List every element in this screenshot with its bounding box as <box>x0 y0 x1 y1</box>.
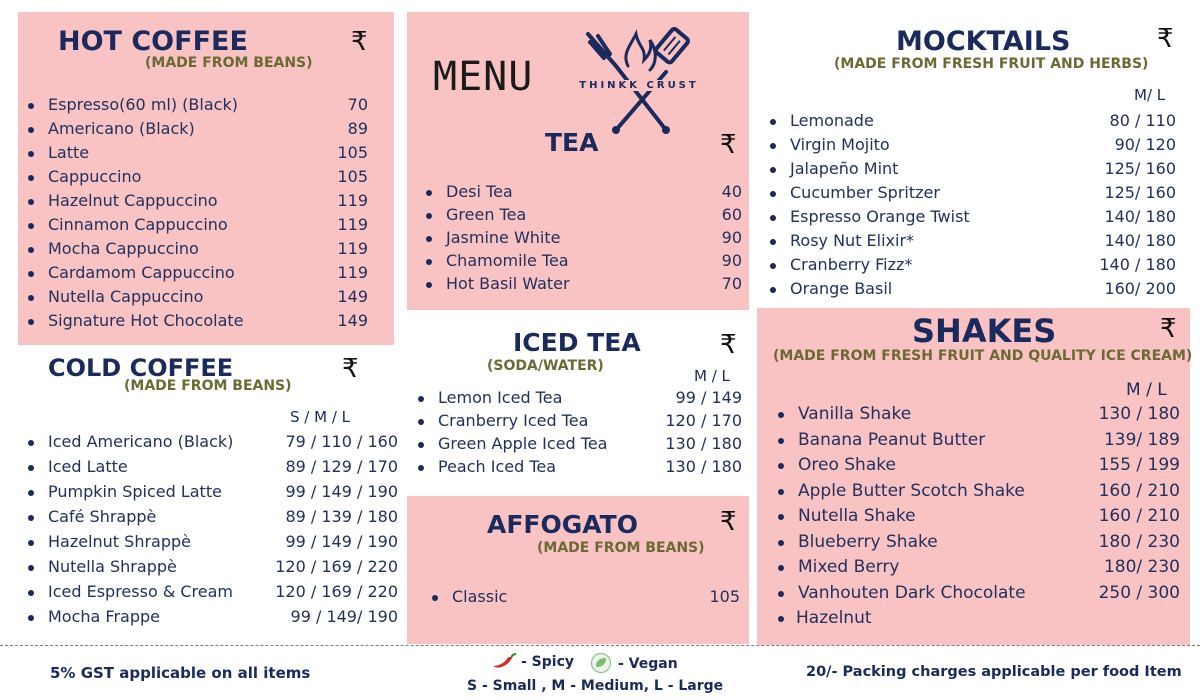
footer-divider <box>0 645 1200 646</box>
menu-heading: MENU <box>433 54 534 100</box>
iced-tea-title: ICED TEA <box>513 328 641 357</box>
iced-tea-list <box>416 388 742 480</box>
cold-coffee-size-header: S / M / L <box>290 408 350 426</box>
iced-tea-subtitle: (SODA/WATER) <box>487 358 604 374</box>
list-item: Vanilla Shake 130 / 180 <box>776 404 1180 430</box>
list-item: Peach Iced Tea 130 / 180 <box>416 457 742 480</box>
affogato-rupee-icon: ₹ <box>720 507 737 537</box>
list-item: Lemonade 80 / 110 <box>768 111 1176 135</box>
list-item-continuation: Hazelnut <box>776 608 1180 634</box>
list-item: Espresso Orange Twist 140/ 180 <box>768 207 1176 231</box>
list-item: Green Apple Iced Tea 130 / 180 <box>416 434 742 457</box>
hot-coffee-title: HOT COFFEE <box>58 26 248 57</box>
list-item: Iced Latte 89 / 129 / 170 <box>26 457 398 482</box>
shakes-list <box>776 404 1180 634</box>
shakes-size-header: M / L <box>1126 380 1167 400</box>
list-item: Blueberry Shake 180 / 230 <box>776 532 1180 558</box>
list-item: Virgin Mojito 90/ 120 <box>768 135 1176 159</box>
iced-tea-rupee-icon: ₹ <box>720 330 737 360</box>
list-item: Mixed Berry 180/ 230 <box>776 557 1180 583</box>
shakes-title: SHAKES <box>912 312 1057 350</box>
list-item: Café Shrappè 89 / 139 / 180 <box>26 507 398 532</box>
list-item: Nutella Shrappè 120 / 169 / 220 <box>26 557 398 582</box>
vegan-legend: - Vegan <box>618 656 678 672</box>
affogato-subtitle: (MADE FROM BEANS) <box>537 540 705 556</box>
list-item: Rosy Nut Elixir* 140/ 180 <box>768 231 1176 255</box>
mocktails-size-header: M/ L <box>1134 86 1166 104</box>
list-item: Nutella Shake 160 / 210 <box>776 506 1180 532</box>
list-item: Lemon Iced Tea 99 / 149 <box>416 388 742 411</box>
vegan-leaf-icon <box>590 652 612 674</box>
cold-coffee-title: COLD COFFEE <box>48 354 234 382</box>
list-item: Chamomile Tea 90 <box>424 251 742 274</box>
brand-name: THINKK CRUST <box>566 80 712 91</box>
iced-tea-size-header: M / L <box>694 367 730 385</box>
spicy-legend: - Spicy <box>521 654 575 670</box>
gst-note: 5% GST applicable on all items <box>50 664 311 682</box>
list-item: Green Tea 60 <box>424 205 742 228</box>
list-item: Iced Espresso & Cream 120 / 169 / 220 <box>26 582 398 607</box>
tea-list <box>424 182 742 297</box>
size-legend: S - Small , M - Medium, L - Large <box>467 678 724 694</box>
packing-charges-note: 20/- Packing charges applicable per food Item <box>806 664 1182 680</box>
list-item: Cinnamon Cappuccino 119 <box>26 215 368 239</box>
hot-coffee-rupee-icon: ₹ <box>351 27 368 57</box>
list-item: Orange Basil 160/ 200 <box>768 279 1176 303</box>
list-item: Americano (Black) 89 <box>26 119 368 143</box>
list-item: Pumpkin Spiced Latte 99 / 149 / 190 <box>26 482 398 507</box>
chili-spicy-icon <box>490 652 518 672</box>
list-item: Mocha Frappe 99 / 149/ 190 <box>26 607 398 632</box>
list-item: Jalapeño Mint 125/ 160 <box>768 159 1176 183</box>
list-item: Signature Hot Chocolate 149 <box>26 311 368 335</box>
list-item: Cardamom Cappuccino 119 <box>26 263 368 287</box>
list-item: Latte 105 <box>26 143 368 167</box>
hot-coffee-list <box>26 95 368 335</box>
list-item: Vanhouten Dark Chocolate 250 / 300 <box>776 583 1180 609</box>
mocktails-rupee-icon: ₹ <box>1157 24 1174 54</box>
mocktails-subtitle: (MADE FROM FRESH FRUIT AND HERBS) <box>834 56 1149 72</box>
list-item: Hazelnut Shrappè 99 / 149 / 190 <box>26 532 398 557</box>
tea-rupee-icon: ₹ <box>720 130 737 160</box>
affogato-list <box>430 587 740 610</box>
list-item: Banana Peanut Butter 139/ 189 <box>776 430 1180 456</box>
list-item: Iced Americano (Black) 79 / 110 / 160 <box>26 432 398 457</box>
cold-coffee-subtitle: (MADE FROM BEANS) <box>124 378 292 394</box>
list-item: Cappuccino 105 <box>26 167 368 191</box>
cold-coffee-rupee-icon: ₹ <box>342 354 359 384</box>
list-item: Cucumber Spritzer 125/ 160 <box>768 183 1176 207</box>
tea-title: TEA <box>545 128 599 157</box>
mocktails-title: MOCKTAILS <box>896 26 1071 57</box>
list-item: Desi Tea 40 <box>424 182 742 205</box>
affogato-title: AFFOGATO <box>487 510 638 539</box>
list-item: Oreo Shake 155 / 199 <box>776 455 1180 481</box>
list-item: Hazelnut Cappuccino 119 <box>26 191 368 215</box>
hot-coffee-subtitle: (MADE FROM BEANS) <box>145 55 313 71</box>
cold-coffee-list <box>26 432 398 632</box>
list-item: Hot Basil Water 70 <box>424 274 742 297</box>
list-item: Mocha Cappuccino 119 <box>26 239 368 263</box>
shakes-subtitle: (MADE FROM FRESH FRUIT AND QUALITY ICE CREAM) <box>773 348 1193 364</box>
list-item: Cranberry Iced Tea 120 / 170 <box>416 411 742 434</box>
shakes-rupee-icon: ₹ <box>1160 314 1177 344</box>
list-item: Nutella Cappuccino 149 <box>26 287 368 311</box>
list-item: Apple Butter Scotch Shake 160 / 210 <box>776 481 1180 507</box>
mocktails-list <box>768 111 1176 303</box>
list-item: Jasmine White 90 <box>424 228 742 251</box>
list-item: Classic 105 <box>430 587 740 610</box>
list-item: Cranberry Fizz* 140 / 180 <box>768 255 1176 279</box>
list-item: Espresso(60 ml) (Black) 70 <box>26 95 368 119</box>
